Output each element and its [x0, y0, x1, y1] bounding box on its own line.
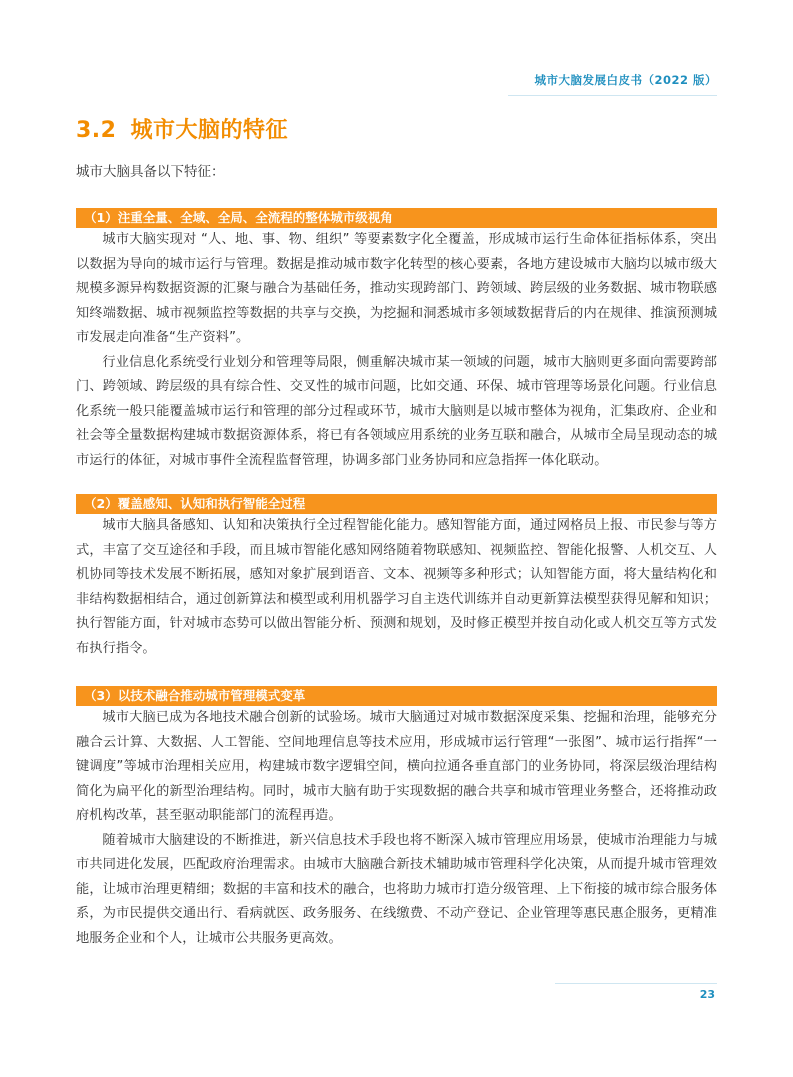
feature-heading-1: （1）注重全量、全域、全局、全流程的整体城市级视角 [76, 208, 717, 228]
feature-1-paragraph-1: 城市大脑实现对 “人、地、事、物、组织” 等要素数字化全覆盖，形成城市运行生命体征指标体系，突出以数据为导向的城市运行与管理。数据是推动城市数字化转型的核心要素，各地方建设城市大脑均以城市级大规模多源异构数据资源的汇聚与融合为基础任务，推动实现跨部门、跨领域、跨层级的业务数据、城市物联感知终端数据、城市视频监控等数据的共享与交换，为挖掘和洞悉城市多领域数据背后的内在规律、推演预测城市发展走向准备“生产资料”。 [76, 232, 717, 345]
section-title: 城市大脑的特征 [130, 118, 288, 143]
document-title: 城市大脑发展白皮书（2022 版） [534, 73, 717, 87]
feature-block-3 [76, 686, 717, 951]
footer-divider [555, 983, 717, 984]
feature-block-2 [76, 494, 717, 661]
section-number: 3.2 [76, 118, 117, 143]
feature-2-paragraph-1: 城市大脑具备感知、认知和决策执行全过程智能化能力。感知智能方面，通过网格员上报、市民参与等方式，丰富了交互途径和手段，而且城市智能化感知网络随着物联感知、视频监控、智能化报警、人机交互、人机协同等技术发展不断拓展，感知对象扩展到语音、文本、视频等多种形式；认知智能方面，将大量结构化和非结构数据相结合，通过创新算法和模型或利用机器学习自主迭代训练并自动更新算法模型获得见解和知识；执行智能方面，针对城市态势可以做出智能分析、预测和规划，及时修正模型并按自动化或人机交互等方式发布执行指令。 [76, 518, 717, 656]
header-divider [508, 95, 717, 96]
feature-1-paragraph-2: 行业信息化系统受行业划分和管理等局限，侧重解决城市某一领域的问题，城市大脑则更多面向需要跨部门、跨领域、跨层级的具有综合性、交叉性的城市问题，比如交通、环保、城市管理等场景化问题。行业信息化系统一般只能覆盖城市运行和管理的部分过程或环节，城市大脑则是以城市整体为视角，汇集政府、企业和社会等全量数据构建城市数据资源体系，将已有各领域应用系统的业务互联和融合，从城市全局呈现动态的城市运行的体征，对城市事件全流程监督管理，协调多部门业务协同和应急指挥一体化联动。 [76, 354, 717, 468]
page-number: 23 [699, 988, 715, 1001]
section-heading [76, 113, 288, 144]
feature-3-paragraph-1: 城市大脑已成为各地技术融合创新的试验场。城市大脑通过对城市数据深度采集、挖掘和治理，能够充分融合云计算、大数据、人工智能、空间地理信息等技术应用，形成城市运行管理“一张图”、城市运行指挥“一键调度”等城市治理相关应用，构建城市数字逻辑空间，横向拉通各垂直部门的业务协同，将深层级治理结构简化为扁平化的新型治理结构。同时，城市大脑有助于实现数据的融合共享和城市管理业务整合，还将推动政府机构改革，甚至驱动职能部门的流程再造。 [76, 710, 717, 823]
feature-heading-3: （3）以技术融合推动城市管理模式变革 [76, 686, 717, 706]
feature-block-1 [76, 208, 717, 473]
feature-heading-2: （2）覆盖感知、认知和执行智能全过程 [76, 494, 717, 514]
feature-3-paragraph-2: 随着城市大脑建设的不断推进，新兴信息技术手段也将不断深入城市管理应用场景，使城市治理能力与城市共同进化发展，匹配政府治理需求。由城市大脑融合新技术辅助城市管理科学化决策，从而提升城市管理效能，让城市治理更精细；数据的丰富和技术的融合，也将助力城市打造分级管理、上下衔接的城市综合服务体系，为市民提供交通出行、看病就医、政务服务、在线缴费、不动产登记、企业管理等惠民惠企服务，更精准地服务企业和个人，让城市公共服务更高效。 [76, 832, 717, 946]
section-intro: 城市大脑具备以下特征： [76, 164, 225, 180]
